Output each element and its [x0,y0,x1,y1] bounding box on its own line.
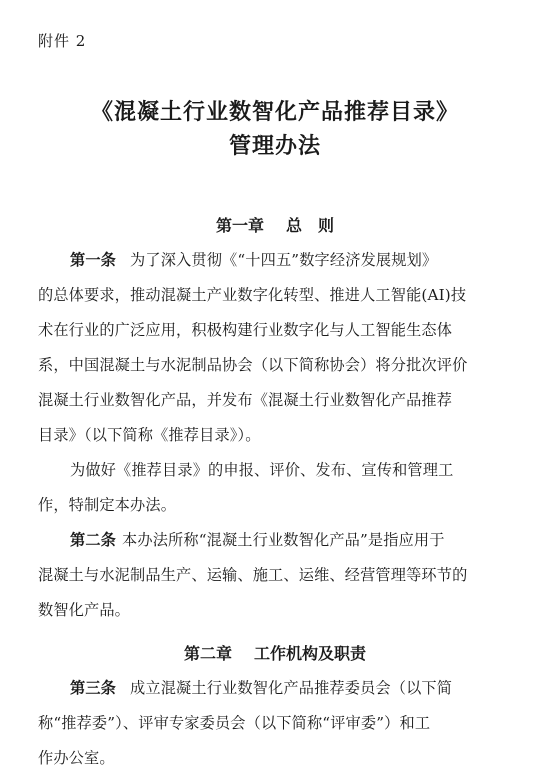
article-1-line-6: 目录》（以下简称《推荐目录》）。 [38,426,261,444]
article-3-line-2: 称“推荐委”）、评审专家委员会（以下简称“评审委”）和工 [38,714,431,732]
chapter-1-number: 第一章 [215,216,264,235]
article-3-line-3: 作办公室。 [38,749,115,767]
chapter-2-heading [0,641,550,664]
document-subtitle: 管理办法 [228,133,321,159]
paragraph-2-line-2: 作，特制定本办法。 [38,496,177,514]
attachment-label: 附件 2 [38,32,87,50]
chapter-1-name: 总 则 [286,216,335,235]
paragraph-2-line-1: 为做好《推荐目录》的申报、评价、发布、宣传和管理工 [70,461,454,479]
article-1-line-1 [70,250,518,270]
article-2-label: 第二条 [70,531,117,549]
article-1-line-4: 系，中国混凝土与水泥制品协会（以下简称协会）将分批次评价 [38,356,468,374]
article-1-line-5: 混凝土行业数智化产品，并发布《混凝土行业数智化产品推荐 [38,391,453,409]
article-2-line-3: 数智化产品。 [38,601,131,619]
chapter-2-name: 工作机构及职责 [254,644,367,663]
chapter-1-heading [0,213,550,236]
article-3-label: 第三条 [70,679,117,697]
document-title: 《混凝土行业数智化产品推荐目录》 [90,99,459,125]
article-1-label: 第一条 [70,251,117,269]
article-3-line-1 [70,678,518,698]
chapter-2-number: 第二章 [183,644,232,663]
article-2-line-1 [70,530,518,550]
article-1-text: 为了深入贯彻《“十四五”数字经济发展规划》 [130,251,438,269]
article-3-text: 成立混凝土行业数智化产品推荐委员会（以下简 [130,679,453,697]
article-2-line-2: 混凝土与水泥制品生产、运输、施工、运维、经营管理等环节的 [38,566,468,584]
article-1-line-2: 的总体要求，推动混凝土产业数字化转型、推进人工智能(AI)技 [38,286,467,304]
article-2-text: 本办法所称“混凝土行业数智化产品”是指应用于 [122,531,445,549]
article-1-line-3: 术在行业的广泛应用，积极构建行业数字化与人工智能生态体 [38,321,453,339]
